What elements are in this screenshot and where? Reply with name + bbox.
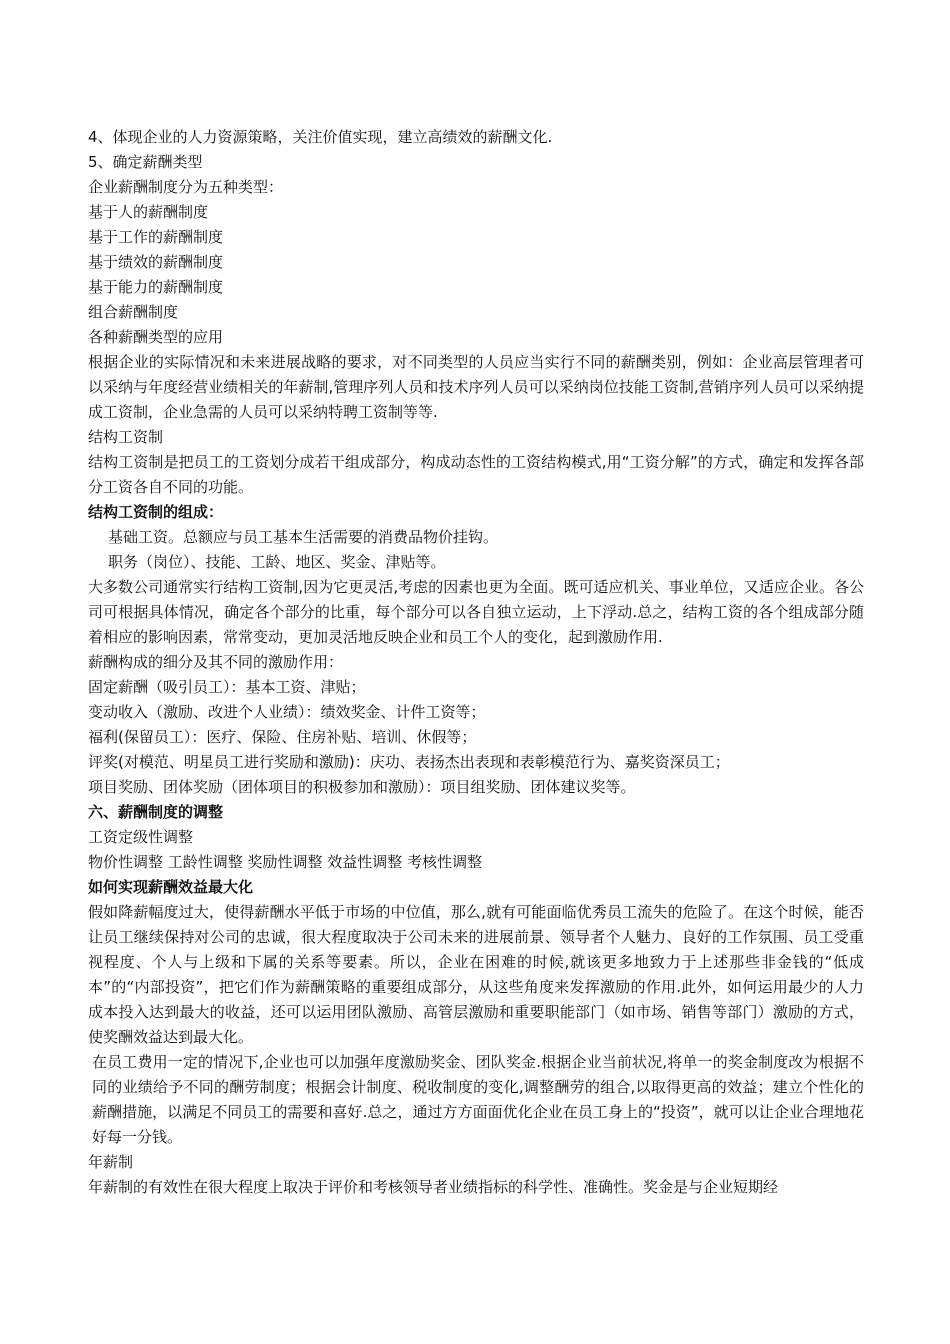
subheading: 各种薪酬类型的应用 [88, 328, 224, 346]
bold-heading: 如何实现薪酬效益最大化 [88, 878, 254, 896]
text-line: 薪酬构成的细分及其不同的激励作用： [88, 653, 344, 671]
subheading: 工资定级性调整 [88, 828, 194, 846]
paragraph: 结构工资制是把员工的工资划分成若干组成部分，构成动态性的工资结构模式,用“工资分解”的方式，确定和发挥各部分工资各自不同的功能。 [88, 453, 864, 496]
text-line: 年薪制的有效性在很大程度上取决于评价和考核领导者业绩指标的科学性、准确性。奖金是与企业短期经 [88, 1178, 779, 1196]
section-heading: 5、确定薪酬类型 [88, 153, 203, 171]
list-item: 基于人的薪酬制度 [88, 203, 209, 221]
bold-heading: 六、薪酬制度的调整 [88, 803, 224, 821]
text-line: 物价性调整 工龄性调整 奖励性调整 效益性调整 考核性调整 [88, 853, 483, 871]
subheading: 年薪制 [88, 1153, 134, 1171]
document-page [88, 125, 864, 1200]
paragraph: 根据企业的实际情况和未来进展战略的要求，对不同类型的人员应当实行不同的薪酬类别，例如：企业高层管理者可以采纳与年度经营业绩相关的年薪制,管理序列人员和技术序列人员可以采纳岗位技能工资制,营销序列人员可以采纳提成工资制，企业急需的人员可以采纳特聘工资制等等. [88, 353, 864, 421]
paragraph: 在员工费用一定的情况下,企业也可以加强年度激励奖金、团队奖金.根据企业当前状况,将单一的奖金制度改为根据不同的业绩给予不同的酬劳制度；根据会计制度、税收制度的变化,调整酬劳的组合,以取得更高的效益；建立个性化的薪酬措施，以满足不同员工的需要和喜好.总之，通过方方面面优化企业在员工身上的“投资”，就可以让企业合理地花好每一分钱。 [92, 1053, 864, 1146]
list-item: 基于工作的薪酬制度 [88, 228, 224, 246]
text-line: 4、体现企业的人力资源策略，关注价值实现，建立高绩效的薪酬文化. [88, 128, 553, 146]
list-item: 变动收入（激励、改进个人业绩）：绩效奖金、计件工资等； [88, 703, 486, 721]
list-item: 评奖(对模范、明星员工进行奖励和激励)：庆功、表扬杰出表现和表彰模范行为、嘉奖资深员工； [88, 753, 730, 771]
list-item: 福利(保留员工）：医疗、保险、住房补贴、培训、休假等； [88, 728, 477, 746]
paragraph: 假如降薪幅度过大，使得薪酬水平低于市场的中位值，那么,就有可能面临优秀员工流失的危险了。在这个时候，能否让员工继续保持对公司的忠诚，很大程度取决于公司未来的进展前景、领导者个人魅力、良好的工作氛围、员工受重视程度、个人与上级和下属的关系等要素。所以，企业在困难的时候,就该更多地致力于上述那些非金钱的“低成本”的“内部投资”，把它们作为薪酬策略的重要组成部分，从这些角度来发挥激励的作用.此外，如何运用最少的人力成本投入达到最大的收益，还可以运用团队激励、高管层激励和重要职能部门（如市场、销售等部门）激励的方式，使奖酬效益达到最大化。 [88, 903, 864, 1046]
text-line: 企业薪酬制度分为五种类型： [88, 178, 284, 196]
indented-line: 职务（岗位）、技能、工龄、地区、奖金、津贴等。 [108, 553, 446, 571]
list-item: 固定薪酬（吸引员工）：基本工资、津贴； [88, 678, 366, 696]
list-item: 基于能力的薪酬制度 [88, 278, 224, 296]
list-item: 组合薪酬制度 [88, 303, 179, 321]
list-item: 项目奖励、团体奖励（团体项目的积极参加和激励）：项目组奖励、团体建议奖等。 [88, 778, 636, 796]
bold-heading: 结构工资制的组成： [88, 503, 224, 521]
subheading: 结构工资制 [88, 428, 164, 446]
indented-line: 基础工资。总额应与员工基本生活需要的消费品物价挂钩。 [108, 528, 499, 546]
list-item: 基于绩效的薪酬制度 [88, 253, 224, 271]
paragraph: 大多数公司通常实行结构工资制,因为它更灵活,考虑的因素也更为全面。既可适应机关、事业单位，又适应企业。各公司可根据具体情况，确定各个部分的比重，每个部分可以各自独立运动，上下浮动.总之，结构工资的各个组成部分随着相应的影响因素，常常变动，更加灵活地反映企业和员工个人的变化，起到激励作用. [88, 578, 864, 646]
